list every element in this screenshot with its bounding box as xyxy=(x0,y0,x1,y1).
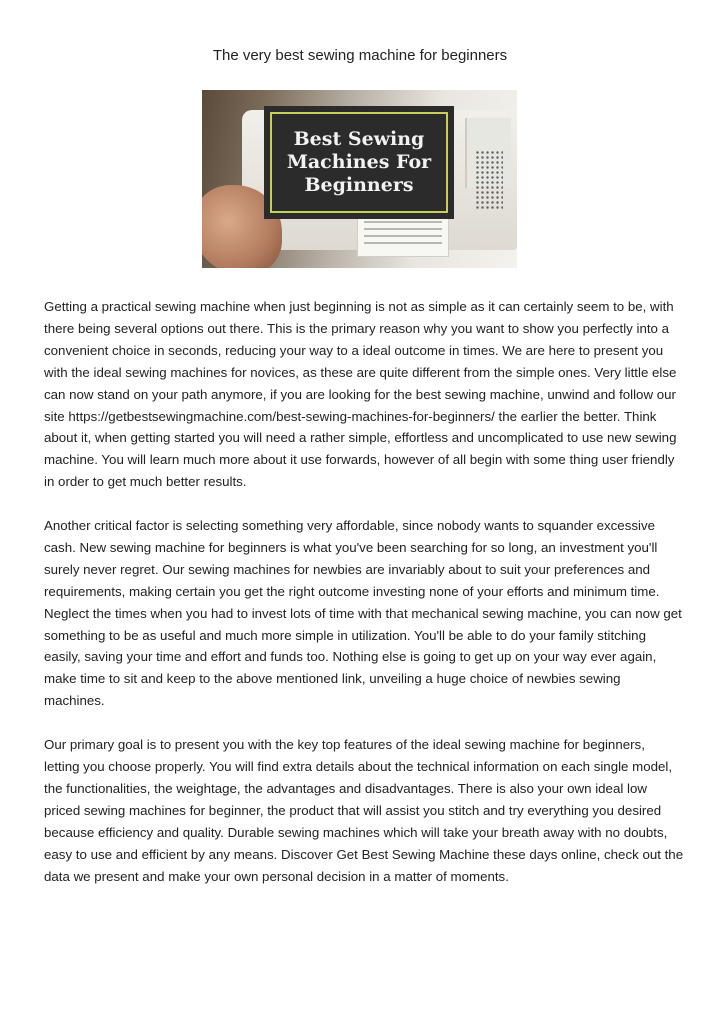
hero-banner-text: Best Sewing Machines For Beginners xyxy=(286,128,432,196)
stitch-chart xyxy=(475,150,503,210)
hero-banner xyxy=(264,106,454,219)
page-title: The very best sewing machine for beginners xyxy=(212,47,508,64)
paragraph: Getting a practical sewing machine when just beginning is not as simple as it can certainly seem to be, with there being several options out there. This is the primary reason why you want to show you perfectly into a convenient choice in seconds, reducing your way to a ideal outcome in times. We are here to present you with the ideal sewing machines for novices, as these are quite different from the simple ones. Very little else can now stand on your path anymore, if you are looking for the best sewing machine, unwind and follow our site https://getbestsewingmachine.com/best-sewing-machines-for-beginners/ the earlier the better. Think about it, when getting started you will need a rather simple, effortless and uncomplicated to use new sewing machine. You will learn much more about it use forwards, however of all begin with some thing user friendly in order to get much better results. xyxy=(44,299,677,490)
article-body xyxy=(44,296,684,909)
paragraph: Our primary goal is to present you with the key top features of the ideal sewing machine for beginners, letting you choose properly. You will find extra details about the technical information on each single model, the functionalities, the weightage, the advantages and disadvantages. There is also your own ideal low priced sewing machines for beginner, the product that will assist you stitch and try everything you desired because efficiency and quality. Durable sewing machines which will take your breath away with no doubts, easy to use and efficient by any means. Discover Get Best Sewing Machine these days online, check out the data we present and make your own personal decision in a matter of moments. xyxy=(44,737,684,884)
paragraph: Another critical factor is selecting something very affordable, since nobody wants to squander excessive cash. New sewing machine for beginners is what you've been searching for so long, an investment you'll surely never regret. Our sewing machines for newbies are invariably about to suit your preferences and requirements, making certain you get the right outcome investing none of your efforts and minimum time. Neglect the times when you had to invest lots of time with that mechanical sewing machine, you can now get something to be as useful and much more simple in utilization. You'll be able to do your family stitching easily, saving your time and effort and funds too. Nothing else is going to get up on your way ever again, make time to sit and keep to the above mentioned link, unveiling a huge choice of newbies sewing machines. xyxy=(44,518,682,709)
info-card xyxy=(357,215,449,257)
hero-image xyxy=(202,90,517,268)
